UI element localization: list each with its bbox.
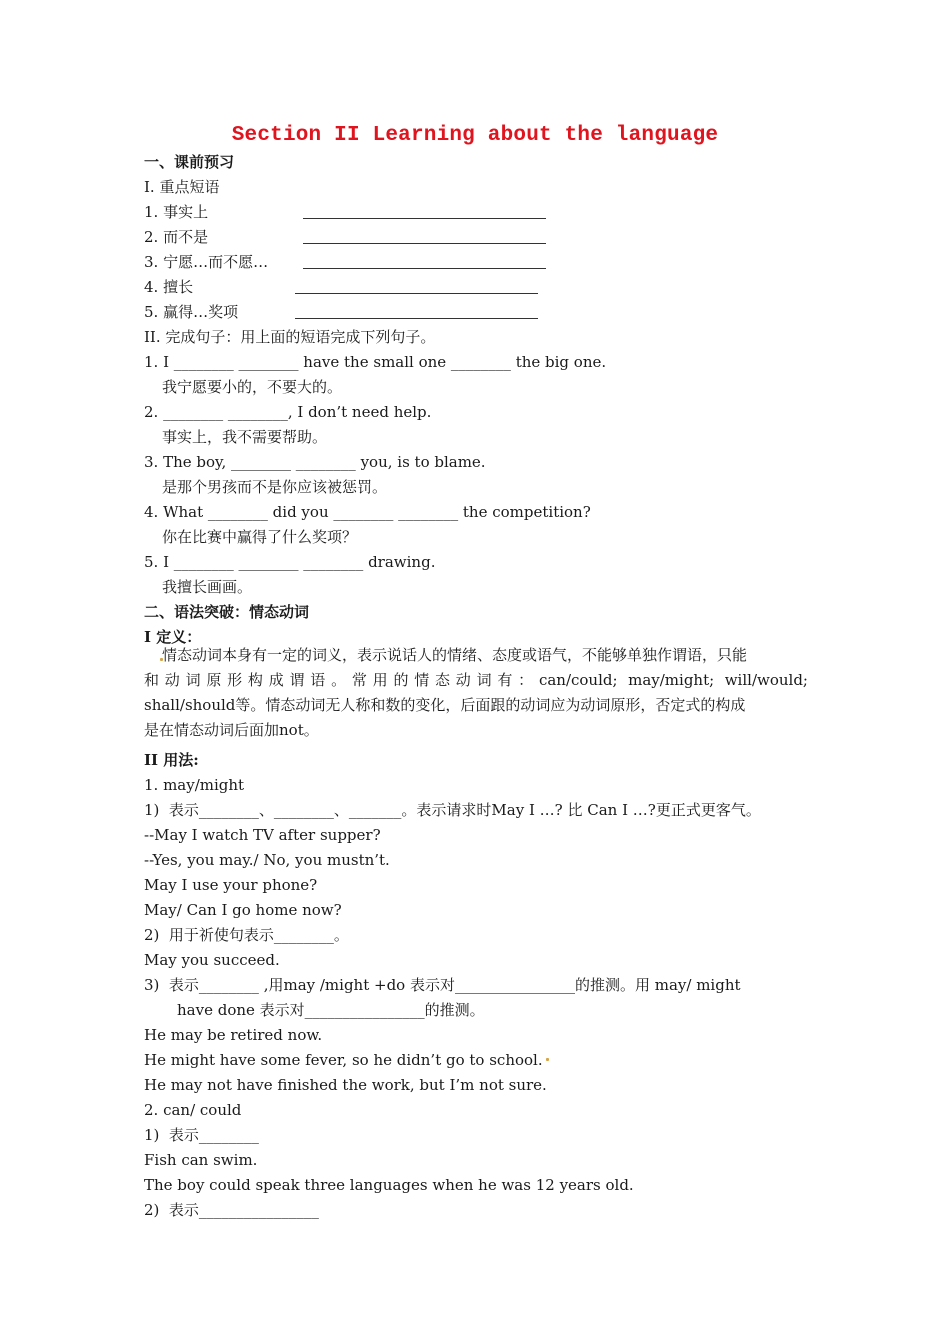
section-heading-grammar: 二、语法突破：情态动词	[144, 603, 310, 621]
sentence-english: 2. ________ ________, I don’t need help.	[144, 403, 432, 421]
usage-line: 1) 表示________、________、_______。表示请求时May I …? 比 Can I …?更正式更客气。	[144, 801, 761, 819]
answer-blank[interactable]	[303, 268, 546, 269]
phrase-item: 2. 而不是	[144, 228, 209, 246]
sentence-chinese: 我擅长画画。	[162, 578, 253, 596]
answer-blank[interactable]	[295, 293, 538, 294]
usage-line: 3) 表示________ ,用may /might +do 表示对________________的推测。用 may/ might	[144, 976, 741, 994]
sentence-chinese: 我宁愿要小的，不要大的。	[162, 378, 343, 396]
subheading-key-phrases: I. 重点短语	[144, 178, 220, 196]
sentence-chinese: 是那个男孩而不是你应该被惩罚。	[162, 478, 388, 496]
answer-blank[interactable]	[295, 318, 538, 319]
phrase-item: 3. 宁愿…而不愿…	[144, 253, 269, 271]
definition-paragraph	[144, 643, 808, 743]
definition-line: 和动词原形构成谓语。常用的情态动词有：can/could; may/might; will/would;	[144, 671, 808, 689]
sentence-chinese: 事实上，我不需要帮助。	[162, 428, 328, 446]
usage-line: He may be retired now.	[144, 1026, 323, 1044]
usage-line: --Yes, you may./ No, you mustn’t.	[144, 851, 390, 869]
answer-blank[interactable]	[303, 243, 546, 244]
usage-line: 2. can/ could	[144, 1101, 242, 1119]
usage-line: 2) 表示________________	[144, 1201, 319, 1219]
sentence-chinese: 你在比赛中赢得了什么奖项？	[162, 528, 358, 546]
definition-heading: I 定义：	[144, 628, 202, 646]
usage-line: The boy could speak three languages when he was 12 years old.	[144, 1176, 634, 1194]
sentence-english: 5. I ________ ________ ________ drawing.	[144, 553, 436, 571]
answer-blank[interactable]	[303, 218, 546, 219]
sentence-english: 1. I ________ ________ have the small one ________ the big one.	[144, 353, 607, 371]
section-heading-preview: 一、课前预习	[144, 153, 235, 171]
usage-line: --May I watch TV after supper?	[144, 826, 381, 844]
usage-heading: II 用法:	[144, 751, 199, 769]
marker-dot	[546, 1058, 549, 1061]
phrase-item: 5. 赢得…奖项	[144, 303, 239, 321]
subheading-complete-sentences: II. 完成句子：用上面的短语完成下列句子。	[144, 328, 436, 346]
usage-line: 1) 表示________	[144, 1126, 259, 1144]
usage-line: 2) 用于祈使句表示________。	[144, 926, 349, 944]
usage-line: May you succeed.	[144, 951, 280, 969]
usage-line: have done 表示对________________的推测。	[177, 1001, 485, 1019]
definition-line: 是在情态动词后面加not。	[144, 721, 319, 739]
page-title: Section II Learning about the language	[231, 124, 719, 147]
usage-line: He might have some fever, so he didn’t go to school.	[144, 1051, 543, 1069]
phrase-item: 1. 事实上	[144, 203, 209, 221]
sentence-english: 3. The boy, ________ ________ you, is to blame.	[144, 453, 486, 471]
definition-line: shall/should等。情态动词无人称和数的变化，后面跟的动词应为动词原形，否定式的构成	[144, 696, 746, 714]
definition-line: 情态动词本身有一定的词义，表示说话人的情绪、态度或语气，不能够单独作谓语，只能	[162, 646, 748, 664]
usage-line: May/ Can I go home now?	[144, 901, 342, 919]
usage-line: 1. may/might	[144, 776, 245, 794]
sentence-english: 4. What ________ did you ________ ________ the competition?	[144, 503, 591, 521]
usage-line: Fish can swim.	[144, 1151, 258, 1169]
usage-line: May I use your phone?	[144, 876, 318, 894]
usage-line: He may not have finished the work, but I’m not sure.	[144, 1076, 547, 1094]
phrase-item: 4. 擅长	[144, 278, 194, 296]
